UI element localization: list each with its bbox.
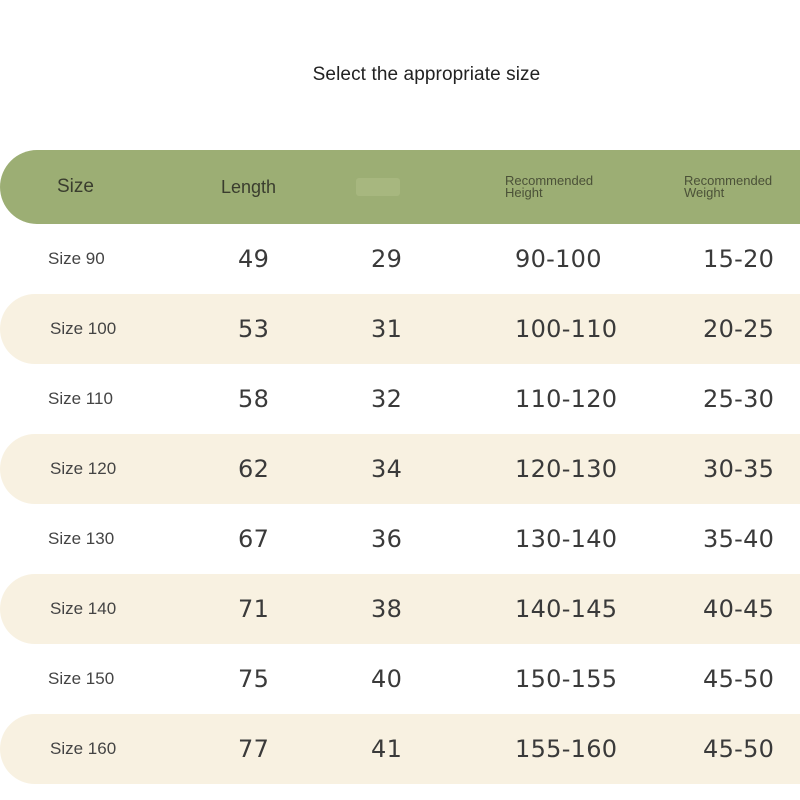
row-chest: 40 (371, 665, 403, 693)
table-header (0, 150, 800, 224)
header-weight-line2: Weight (684, 185, 725, 200)
row-height: 130-140 (515, 525, 618, 553)
row-chest: 34 (371, 455, 403, 483)
row-size: Size 100 (50, 319, 117, 338)
row-weight: 45-50 (703, 735, 775, 763)
page-title: Select the appropriate size (312, 64, 541, 85)
header-recommended-weight (684, 150, 772, 224)
table-row (0, 434, 800, 504)
header-size: Size (57, 176, 94, 197)
row-weight: 15-20 (703, 245, 775, 273)
row-height: 100-110 (515, 315, 618, 343)
table-row (0, 364, 800, 434)
table-row (0, 224, 800, 294)
row-weight: 35-40 (703, 525, 775, 553)
row-height: 150-155 (515, 665, 618, 693)
row-size: Size 90 (48, 249, 105, 268)
row-size: Size 110 (48, 389, 113, 408)
header-height-line1: Recommended (505, 173, 594, 188)
header-faded-column (356, 150, 406, 224)
row-weight: 45-50 (703, 665, 775, 693)
row-length: 53 (238, 315, 270, 343)
row-height: 155-160 (515, 735, 618, 763)
table-row (0, 574, 800, 644)
row-height: 110-120 (515, 385, 618, 413)
row-height: 140-145 (515, 595, 618, 623)
header-recommended-height (505, 150, 593, 224)
size-chart-table (0, 150, 800, 784)
row-length: 75 (238, 665, 270, 693)
row-chest: 31 (371, 315, 403, 343)
table-row (0, 294, 800, 364)
row-size: Size 150 (48, 669, 115, 688)
row-length: 67 (238, 525, 270, 553)
row-size: Size 130 (48, 529, 115, 548)
row-weight: 25-30 (703, 385, 775, 413)
header-weight-line1: Recommended (684, 173, 773, 188)
row-chest: 41 (371, 735, 403, 763)
table-row (0, 714, 800, 784)
row-height: 120-130 (515, 455, 618, 483)
row-weight: 20-25 (703, 315, 775, 343)
row-length: 71 (238, 595, 270, 623)
faded-header-mark (356, 178, 400, 196)
row-length: 62 (238, 455, 270, 483)
row-weight: 40-45 (703, 595, 775, 623)
row-length: 58 (238, 385, 270, 413)
row-chest: 32 (371, 385, 403, 413)
row-size: Size 120 (50, 459, 117, 478)
table-row (0, 504, 800, 574)
row-size: Size 140 (50, 599, 117, 618)
row-size: Size 160 (50, 739, 117, 758)
row-length: 77 (238, 735, 270, 763)
row-chest: 38 (371, 595, 403, 623)
row-weight: 30-35 (703, 455, 775, 483)
row-length: 49 (238, 245, 270, 273)
row-height: 90-100 (515, 245, 602, 273)
header-height-line2: Height (505, 185, 543, 200)
table-row (0, 644, 800, 714)
header-length: Length (221, 176, 277, 197)
row-chest: 29 (371, 245, 403, 273)
row-chest: 36 (371, 525, 403, 553)
